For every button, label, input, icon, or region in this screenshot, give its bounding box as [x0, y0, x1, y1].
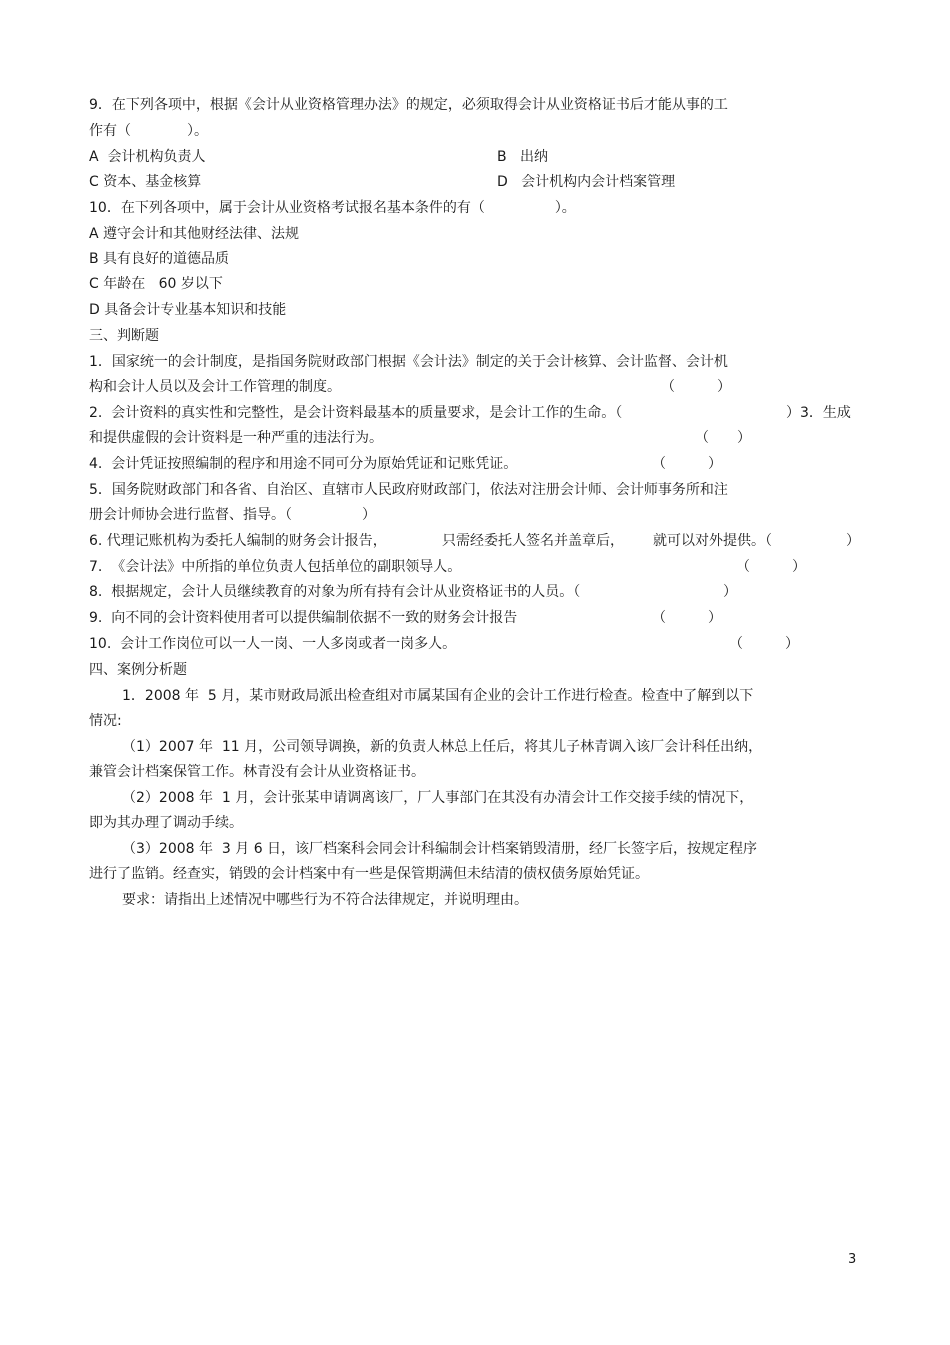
judgment-9-answer-blank: （ ）	[652, 610, 722, 626]
question-9-option-d: D 会计机构内会计档案管理	[497, 174, 676, 190]
section-heading-judgment: 三、判断题	[89, 328, 159, 344]
question-10-option-c: C 年龄在 60 岁以下	[89, 276, 223, 292]
judgment-10-answer-blank: （ ）	[729, 636, 799, 652]
judgment-3-answer-blank: （ ）	[695, 430, 751, 446]
judgment-6-part2: 只需经委托人签名并盖章后，	[442, 533, 624, 549]
case-1-item-1-cont: 兼管会计档案保管工作。林青没有会计从业资格证书。	[89, 764, 425, 780]
judgment-7: 7. 《会计法》中所指的单位负责人包括单位的副职领导人。	[89, 559, 462, 575]
judgment-7-answer-blank: （ ）	[736, 559, 806, 575]
judgment-2: 2. 会计资料的真实性和完整性，是会计资料最基本的质量要求，是会计工作的生命。（	[89, 405, 623, 421]
section-heading-case: 四、案例分析题	[89, 662, 187, 678]
case-1-intro: 1．2008 年 5 月，某市财政局派出检查组对市属某国有企业的会计工作进行检查。检查中了解到以下	[122, 688, 754, 704]
case-1-item-3-cont: 进行了监销。经查实，销毁的会计档案中有一些是保管期满但未结清的债权债务原始凭证。	[89, 866, 649, 882]
judgment-1-cont: 构和会计人员以及会计工作管理的制度。	[89, 379, 341, 395]
case-1-intro-cont: 情况:	[89, 713, 122, 729]
judgment-3-cont: 和提供虚假的会计资料是一种严重的违法行为。	[89, 430, 383, 446]
judgment-4: 4. 会计凭证按照编制的程序和用途不同可分为原始凭证和记账凭证。	[89, 456, 518, 472]
judgment-5: 5．国务院财政部门和各省、自治区、直辖市人民政府财政部门，依法对注册会计师、会计师事务所和注	[89, 482, 728, 498]
judgment-6-answer-close: ）	[846, 533, 860, 549]
case-1-requirement: 要求：请指出上述情况中哪些行为不符合法律规定，并说明理由。	[122, 892, 528, 908]
question-9-option-a: A 会计机构负责人	[89, 149, 206, 165]
judgment-8-answer-close: ）	[723, 584, 737, 600]
question-10-stem: 10．在下列各项中，属于会计从业资格考试报名基本条件的有（ ）。	[89, 200, 576, 216]
question-9-stem-cont: 作有（ ）。	[89, 123, 208, 139]
judgment-5-cont: 册会计师协会进行监督、指导。（ ）	[89, 507, 376, 523]
judgment-9: 9. 向不同的会计资料使用者可以提供编制依据不一致的财务会计报告	[89, 610, 518, 626]
question-10-option-b: B 具有良好的道德品质	[89, 251, 230, 267]
judgment-8: 8. 根据规定，会计人员继续教育的对象为所有持有会计从业资格证书的人员。（	[89, 584, 581, 600]
case-1-item-2-cont: 即为其办理了调动手续。	[89, 815, 243, 831]
question-9-stem: 9．在下列各项中，根据《会计从业资格管理办法》的规定，必须取得会计从业资格证书后才能从事的工	[89, 97, 728, 113]
judgment-2-answer-close-and-3: ）3．生成	[786, 405, 851, 421]
page-number: 3	[848, 1252, 857, 1267]
judgment-1-answer-blank: （ ）	[661, 379, 731, 395]
question-10-option-a: A 遵守会计和其他财经法律、法规	[89, 226, 300, 242]
judgment-6-part3: 就可以对外提供。（	[653, 533, 772, 549]
case-1-item-3: （3）2008 年 3 月 6 日，该厂档案科会同会计科编制会计档案销毁清册，经厂长签字后，按规定程序	[122, 841, 758, 857]
case-1-item-1: （1）2007 年 11 月，公司领导调换，新的负责人林总上任后，将其儿子林青调入该厂会计科任出纳，	[122, 739, 763, 755]
judgment-6-part1: 6. 代理记账机构为委托人编制的财务会计报告，	[89, 533, 387, 549]
case-1-item-2: （2）2008 年 1 月，会计张某申请调离该厂，厂人事部门在其没有办清会计工作交接手续的情况下，	[122, 790, 754, 806]
judgment-1: 1．国家统一的会计制度，是指国务院财政部门根据《会计法》制定的关于会计核算、会计监督、会计机	[89, 354, 728, 370]
question-9-option-b: B 出纳	[497, 149, 548, 165]
question-10-option-d: D 具备会计专业基本知识和技能	[89, 302, 287, 318]
judgment-4-answer-blank: （ ）	[652, 456, 722, 472]
judgment-10: 10. 会计工作岗位可以一人一岗、一人多岗或者一岗多人。	[89, 636, 457, 652]
question-9-option-c: C 资本、基金核算	[89, 174, 202, 190]
